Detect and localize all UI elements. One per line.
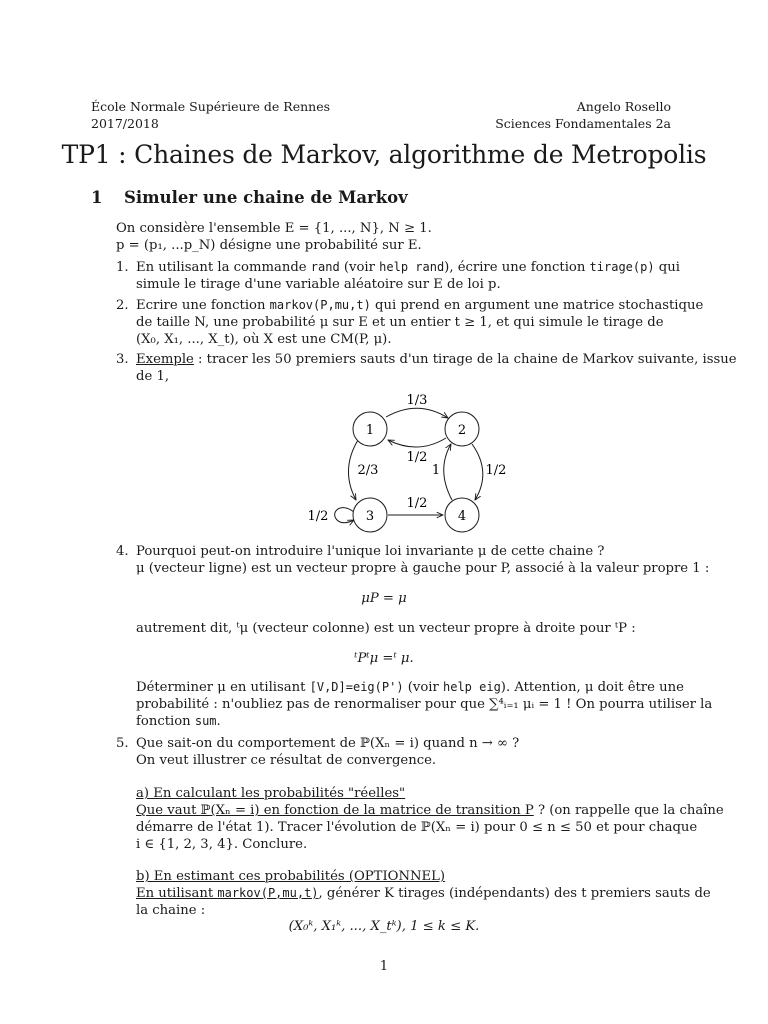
item-5-number: 5. (116, 736, 129, 751)
item-2-line-2: de taille N, une probabilité μ sur E et un entier t ≥ 1, et qui simule le tirage de (136, 315, 664, 330)
item-1-line-2: simule le tirage d'une variable aléatoire sur E de loi p. (136, 277, 501, 292)
item-4-line-6: fonction sum. (136, 714, 221, 729)
edge-label-3-3: 1/2 (307, 509, 329, 524)
item-4-line-2: μ (vecteur ligne) est un vecteur propre à gauche pour P, associé à la valeur propre 1 : (136, 561, 710, 576)
edge-2-1 (388, 438, 446, 447)
equation-transpose: ᵗPᵗμ =ᵗ μ. (354, 651, 414, 666)
header-author: Angelo Rosello (576, 99, 671, 114)
intro-line-1: On considère l'ensemble E = {1, ..., N}, N ≥ 1. (116, 221, 432, 236)
item-4-line-1: Pourquoi peut-on introduire l'unique loi invariante μ de cette chaine ? (136, 544, 605, 559)
subsection-b-line-1: En utilisant markov(P,mu,t), générer K tirages (indépendants) des t premiers sauts de (136, 886, 711, 901)
node-label-2: 2 (457, 423, 467, 438)
subsection-a-line-3: i ∈ {1, 2, 3, 4}. Conclure. (136, 837, 308, 852)
edge-label-2-1: 1/2 (406, 450, 428, 465)
item-3-line-1: Exemple : tracer les 50 premiers sauts d'un tirage de la chaine de Markov suivante, issue (136, 352, 737, 367)
edge-1-2 (386, 408, 448, 418)
item-1-line-1: En utilisant la commande rand (voir help rand), écrire une fonction tirage(p) qui (136, 260, 680, 275)
item-1-number: 1. (116, 260, 129, 275)
edge-4-2 (444, 444, 452, 500)
item-2-number: 2. (116, 298, 129, 313)
item-3-line-2: de 1, (136, 369, 170, 384)
edge-label-2-4: 1/2 (485, 463, 507, 478)
intro-line-2: p = (p₁, ...p_N) désigne une probabilité sur E. (116, 238, 422, 253)
section-title: Simuler une chaine de Markov (124, 188, 408, 207)
item-3-number: 3. (116, 352, 129, 367)
subsection-b-line-2: la chaine : (136, 903, 206, 918)
edge-label-4-2: 1 (431, 463, 441, 478)
item-2-line-3: (X₀, X₁, ..., X_t), où X est une CM(P, μ). (136, 332, 392, 347)
equation-samples: (X₀ᵏ, X₁ᵏ, ..., X_tᵏ), 1 ≤ k ≤ K. (288, 919, 480, 934)
item-4-line-3: autrement dit, ᵗμ (vecteur colonne) est un vecteur propre à droite pour ᵗP : (136, 621, 636, 636)
edge-2-4 (472, 444, 483, 500)
item-5-line-2: On veut illustrer ce résultat de convergence. (136, 753, 437, 768)
header-year: 2017/2018 (91, 116, 159, 131)
document-title: TP1 : Chaines de Markov, algorithme de Metropolis (61, 140, 707, 169)
node-label-1: 1 (365, 423, 375, 438)
item-4-number: 4. (116, 544, 129, 559)
equation-mu-p: μP = μ (361, 591, 407, 606)
node-label-4: 4 (457, 509, 467, 524)
page-number: 1 (379, 959, 389, 974)
item-5-line-1: Que sait-on du comportement de ℙ(Xₙ = i) quand n → ∞ ? (136, 736, 520, 751)
subsection-a-line-2: démarre de l'état 1). Tracer l'évolution de ℙ(Xₙ = i) pour 0 ≤ n ≤ 50 et pour chaque (136, 820, 698, 835)
header-school: École Normale Supérieure de Rennes (91, 99, 331, 114)
item-2-line-1: Ecrire une fonction markov(P,mu,t) qui prend en argument une matrice stochastique (136, 298, 704, 313)
edge-label-1-2: 1/3 (406, 393, 428, 408)
node-label-3: 3 (365, 509, 375, 524)
subsection-b-title: b) En estimant ces probabilités (OPTIONNEL) (136, 869, 446, 884)
header-program: Sciences Fondamentales 2a (495, 116, 671, 131)
edge-label-1-3: 2/3 (357, 463, 379, 478)
subsection-a-title: a) En calculant les probabilités "réelles" (136, 786, 406, 801)
item-4-line-4: Déterminer μ en utilisant [V,D]=eig(P') (voir help eig). Attention, μ doit être une (136, 680, 684, 695)
edge-label-3-4: 1/2 (406, 496, 428, 511)
section-number: 1 (91, 188, 103, 207)
item-4-line-5: probabilité : n'oubliez pas de renormaliser pour que ∑⁴ᵢ₌₁ μᵢ = 1 ! On pourra utiliser la (136, 697, 713, 712)
subsection-a-line-1: Que vaut ℙ(Xₙ = i) en fonction de la matrice de transition P ? (on rappelle que la chaîne (136, 803, 724, 818)
edge-3-3 (335, 508, 354, 523)
